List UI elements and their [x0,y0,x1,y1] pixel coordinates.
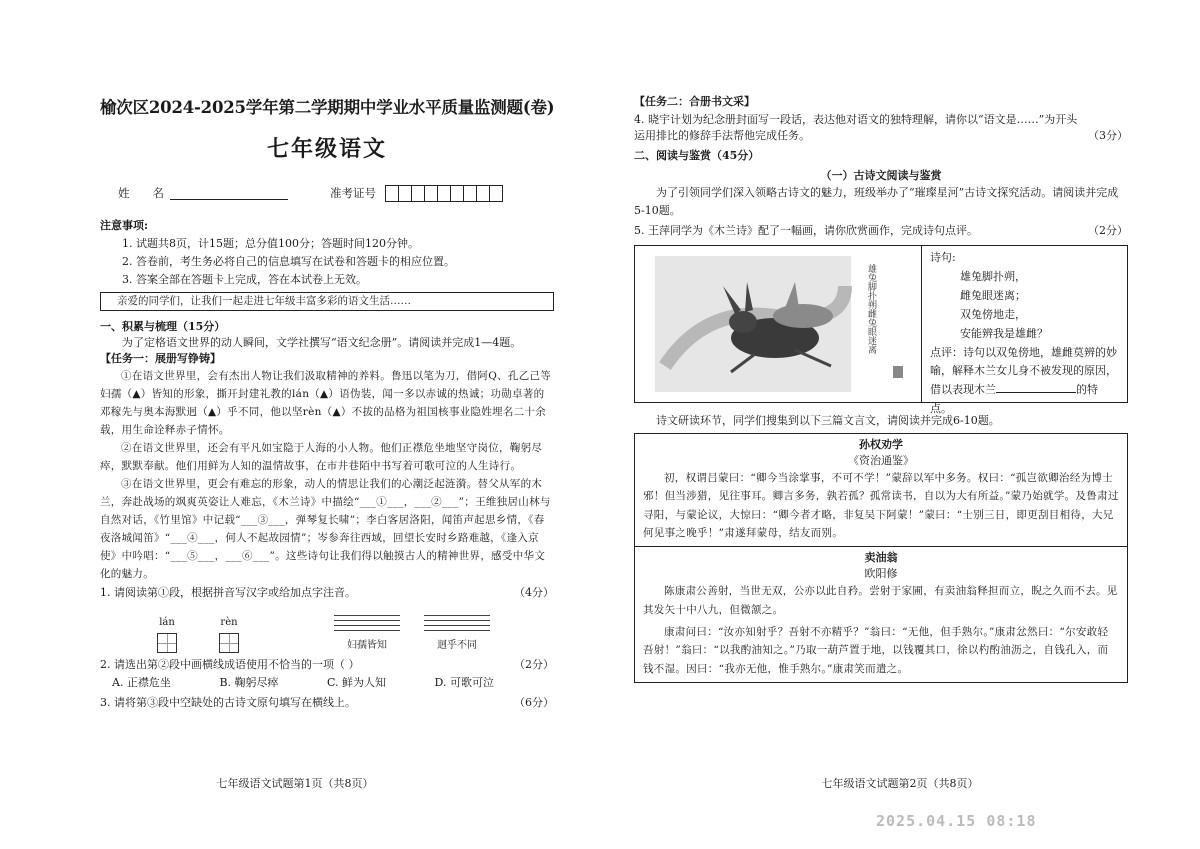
question-3-score: （6分） [514,695,554,709]
tianzige-box-1[interactable] [157,633,177,653]
classical-texts-box [634,433,1128,683]
name-label: 姓 名 [118,186,164,201]
pinyin-cell-2 [198,616,260,654]
tianzige-box-2[interactable] [219,633,239,653]
poem-line: 雌兔眼迷离； [960,288,1026,302]
answer-lines-1[interactable] [334,615,400,633]
question-5 [634,223,1128,239]
question-3-text: 3. 请将第③段中空缺处的古诗文原句填写在横线上。 [100,695,356,709]
text-1-source: 《资治通鉴》 [848,453,914,467]
question-2 [100,657,554,673]
dotted-word-1-text: 妇孺皆知 [347,639,387,651]
option-a[interactable]: A. 正襟危坐 [112,676,171,690]
question-2-text: 2. 请选出第②段中画横线成语使用不恰当的一项（ ） [100,658,360,672]
question-4-text: 4. 晓宇计划为纪念册封面写一段话，表达他对语文的独特理解，请你以“语文是……”为开头运用排比的修辞手法帮他完成任务。 [634,112,1078,142]
text-2-paragraph-2: 康肃问曰：“汝亦知射乎？吾射不亦精乎？”翁曰：“无他，但手熟尔。”康肃忿然曰：“尔安敢轻吾射！”翁曰：“以我酌油知之。”乃取一葫芦置于地，以钱覆其口，徐以杓酌油沥之，自钱孔入，而钱不湿。因曰：“我亦无他，惟手熟尔。”康肃笑而遣之。 [643,625,1109,675]
poem-commentary [922,246,1127,416]
question-5-score: （2分） [1088,224,1128,238]
texts-intro: 诗文研读环节，同学们搜集到以下三篇文言文，请阅读并完成6-10题。 [656,414,1000,427]
pinyin-2: rèn [220,616,238,628]
exam-number-digit-box[interactable] [398,185,412,202]
text-1-title: 孙权劝学 [859,437,903,451]
question-2-score: （2分） [514,658,554,672]
exam-number-digit-box[interactable] [463,185,477,202]
text-2-paragraph-1: 陈康肃公善射，当世无双，公亦以此自矜。尝射于家圃，有卖油翁释担而立，睨之久而不去。见其发矢十中八九，但微颔之。 [643,585,1118,616]
text-2-author: 欧阳修 [864,567,898,581]
paragraph-1: ①在语文世界里，会有杰出人物让我们汲取精神的养料。鲁迅以笔为刀，借阿Q、孔乙己等妇孺（▲）皆知的形象，撕开封建礼教的lán（▲）语伪装，闻一多以赤诚的热诚；功勋卓著的邓稼先与奥本海默迥（▲）乎不同，他以坚rèn（▲）不拔的品格为祖国核事业隐姓埋名二十余载，用生命诠释赤子情怀。 [100,369,552,436]
note-item: 1. 试题共8页，计15题；总分值100分；答题时间120分钟。 [122,236,419,250]
option-b[interactable]: B. 鞠躬尽瘁 [219,676,279,690]
exam-title: 榆次区2024-2025学年第二学期期中学业水平质量监测题(卷) [100,98,555,117]
task-2-heading: 【任务二：合册书文采】 [634,95,755,108]
exam-number-boxes[interactable] [386,185,503,202]
poem-comment [930,344,1119,420]
exam-number-digit-box[interactable] [476,185,490,202]
question-3 [100,695,554,711]
exam-number-digit-box[interactable] [450,185,464,202]
poem-painting-box [634,245,1128,416]
exam-number-digit-box[interactable] [437,185,451,202]
paragraph-3: ③在语文世界里，更会有难忘的形象，动人的情思让我们的心潮泛起涟漪。替父从军的木兰，奔赴战场的飒爽英姿让人难忘，《木兰诗》中描绘“___①___，___②___”；王维独居山林与自然对话，《竹里馆》中记载“___③___，弹琴复长啸”；李白客居洛阳，闻笛声起思乡情，《春夜洛城闻笛》“___④___，何人不起故园情”；岑参奔往西域，回望长安时乡路难越，《逢入京使》中吟唱：“___⑤___，___⑥___”。这些诗句让我们得以触摸古人的精神世界，感受中华文化的魅力。 [100,477,551,581]
notes-title: 注意事项: [100,218,149,232]
question-1-score: （4分） [514,586,554,600]
task-1-heading: 【任务一：展册写铮铸】 [100,351,221,365]
dotted-word-2 [424,615,490,654]
exam-number-digit-box[interactable] [489,185,503,202]
section-1-intro: 为了定格语文世界的动人瞬间，文学社撰写“语文纪念册”。请阅读并完成1—4题。 [122,335,522,349]
poem-comment-text: 点评：诗句以双兔傍地，雄雌莫辨的妙喻，解释木兰女儿身不被发现的原因，借以表现木兰 [930,345,1117,397]
poem-line: 双兔傍地走， [960,307,1026,321]
question-4 [634,112,1128,144]
answer-lines-2[interactable] [424,615,490,633]
comment-answer-blank[interactable] [996,382,1076,393]
question-1-text: 1. 请阅读第①段，根据拼音写汉字或给加点字注音。 [100,586,356,600]
dotted-word-2-text: 迥乎不同 [437,639,477,651]
section-1-heading: 一、积累与梳理（15分） [100,319,226,333]
exam-number-label: 准考证号 [330,186,376,201]
poem-comment-end: 的特点。 [930,383,1098,416]
option-c[interactable]: C. 鲜为人知 [327,676,387,690]
pinyin-answer-row [136,603,554,653]
subsection-1-heading: （一）古诗文阅读与鉴赏 [820,168,942,182]
poem-label: 诗句: [930,251,956,264]
page-2-footer: 七年级语文试题第2页（共8页） [821,777,979,790]
question-1 [100,585,554,601]
activity-intro: 为了引领同学们深入领略古诗文的魅力，班级举办了“璀璨星河”古诗文探究活动。请阅读并完成5-10题。 [634,185,1119,218]
exam-page-1 [0,0,590,849]
poem-line: 雄兔脚扑朔， [960,269,1026,283]
poem-line: 安能辨我是雄雌？ [960,326,1048,340]
page-1-footer: 七年级语文试题第1页（共8页） [216,777,374,790]
scan-timestamp: 2025.04.15 08:18 [876,812,1037,830]
exam-number-digit-box[interactable] [411,185,425,202]
rabbit-painting [635,246,922,402]
note-item: 3. 答案全部在答题卡上完成，答在本试卷上无效。 [122,272,367,286]
exam-number-digit-box[interactable] [424,185,438,202]
painting-inscription: 雄兔脚扑朔雌兔眼迷离 [866,264,876,354]
pinyin-cell-1 [136,616,198,654]
text-2-title: 卖油翁 [864,551,898,565]
exam-number-digit-box[interactable] [385,185,399,202]
question-4-score: （3分） [1088,128,1128,142]
section-2-heading: 二、阅读与鉴赏（45分） [634,148,760,162]
greeting-box: 亲爱的同学们，让我们一起走进七年级丰富多彩的语文生活…… [100,292,554,311]
question-2-options [100,673,554,693]
question-5-text: 5. 王萍同学为《木兰诗》配了一幅画，请你欣赏画作，完成诗句点评。 [634,224,978,238]
exam-subject: 七年级语文 [266,135,387,162]
exam-page-2 [600,0,1200,849]
paragraph-2: ②在语文世界里，还会有平凡如宝隐于人海的小人物。他们正襟危坐地坚守岗位，鞠躬尽瘁，默默奉献。他们用鲜为人知的温情故事，在市井巷陌中书写着可歌可泣的人生诗行。 [100,441,543,472]
dotted-word-1 [334,615,400,654]
candidate-info-row [118,184,554,204]
text-1-body: 初，权谓吕蒙曰：“卿今当涂掌事，不可不学！”蒙辞以军中多务。权曰：“孤岂欲卿治经为博士邪！但当涉猎，见往事耳。卿言多务，孰若孤？孤常读书，自以为大有所益。”蒙乃始就学。及鲁肃过寻阳，与蒙论议，大惊曰：“卿今者才略，非复吴下阿蒙！”蒙曰：“士别三日，即更刮目相待，大兄何见事之晚乎！”肃遂拜蒙母，结友而别。 [643,471,1119,539]
pinyin-1: lán [159,616,175,628]
note-item: 2. 答卷前，考生务必将自己的信息填写在试卷和答题卡的相应位置。 [122,254,455,268]
name-field[interactable] [170,187,288,200]
option-d[interactable]: D. 可歌可泣 [434,676,494,690]
rabbit-painting-icon [635,246,921,402]
